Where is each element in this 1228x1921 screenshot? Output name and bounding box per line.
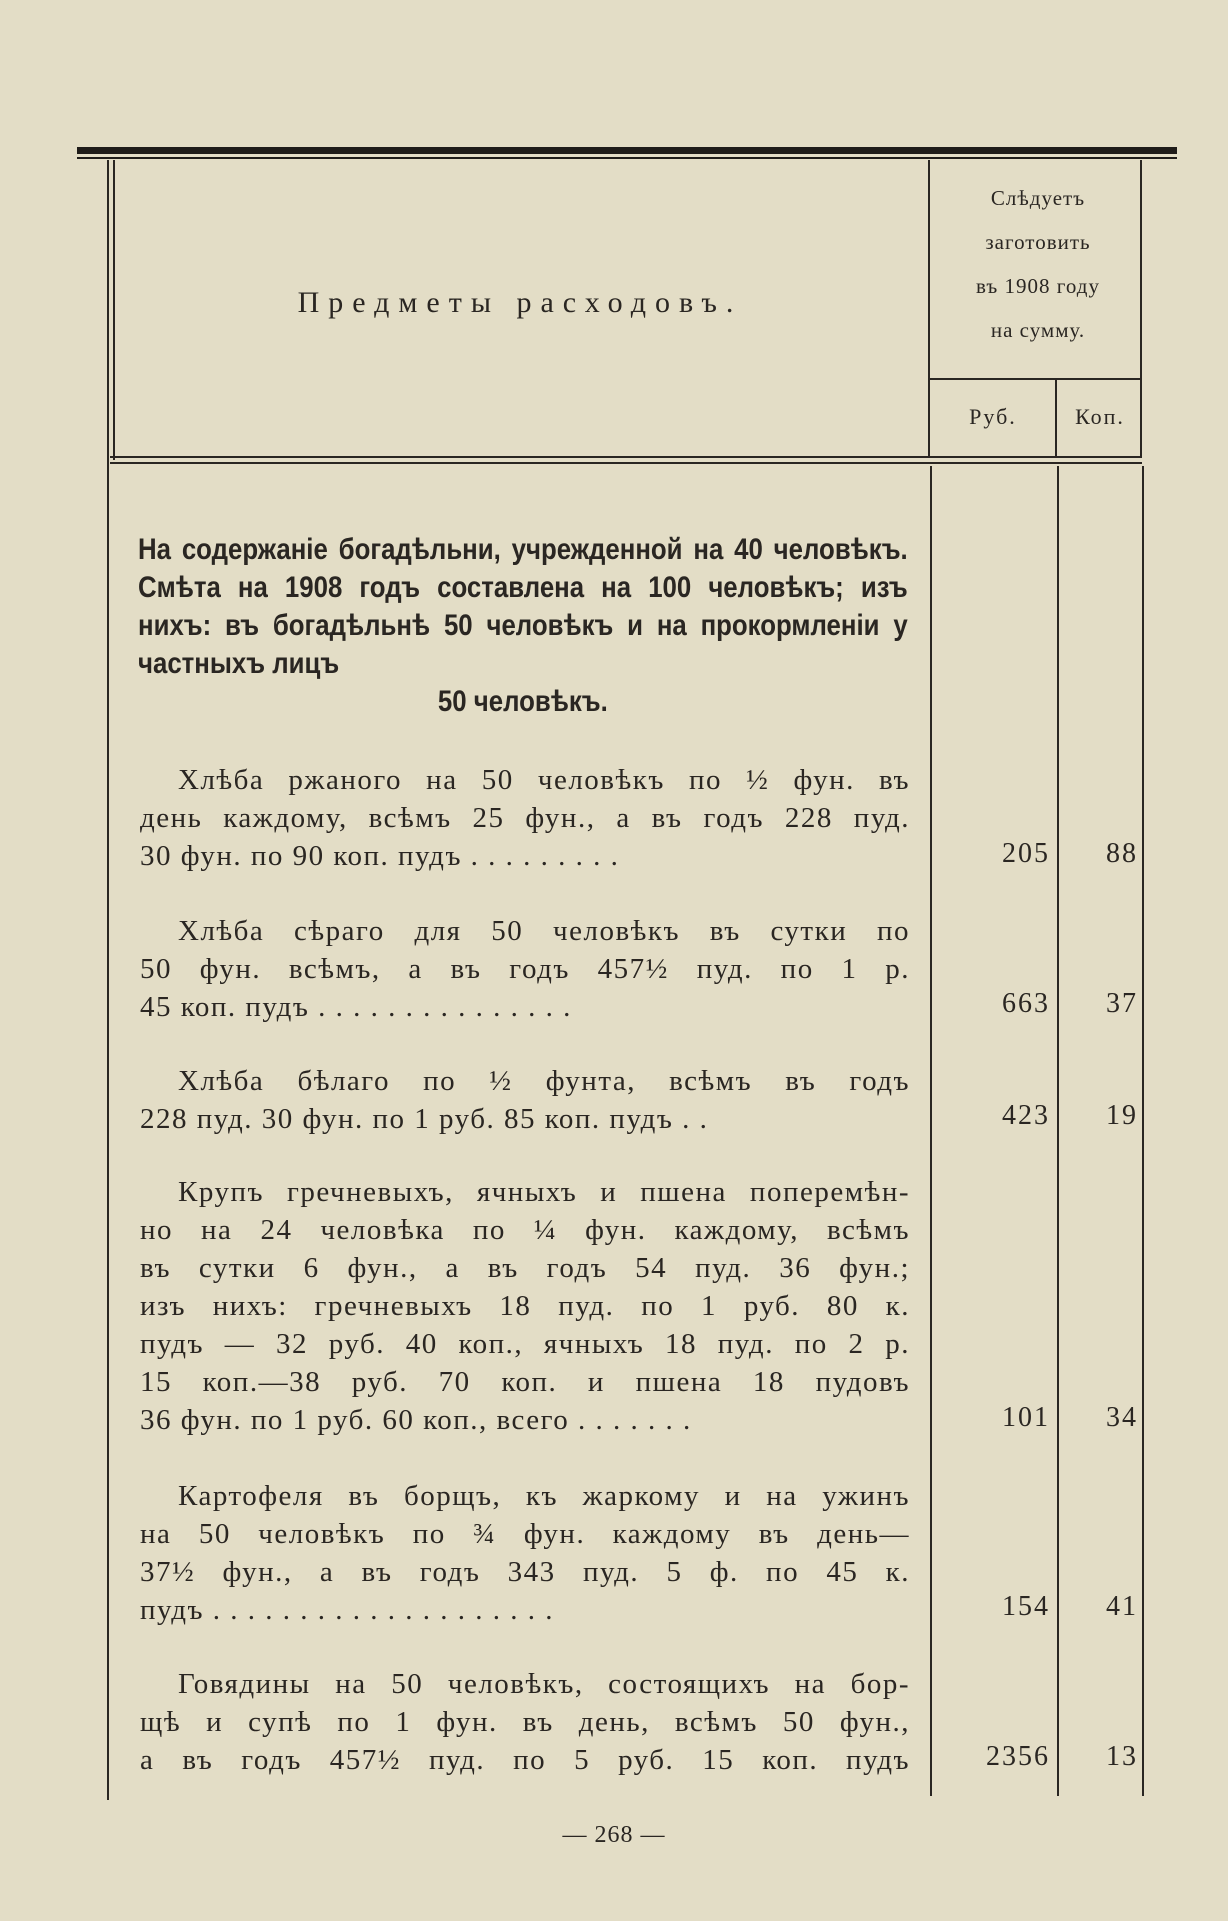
expense-item (140, 1477, 910, 1629)
item-line: Говядины на 50 человѣкъ, состоящихъ на бор- (178, 1668, 910, 1700)
item-line: 228 пуд. 30 фун. по 1 руб. 85 коп. пудъ . . (140, 1103, 709, 1135)
item-line: Хлѣба сѣраго для 50 человѣкъ въ сутки по (178, 915, 910, 947)
item-rub-value: 154 (1002, 1591, 1050, 1622)
section-title-last-line: 50 человѣкъ. (437, 685, 608, 718)
top-rule-thin (77, 157, 1177, 159)
item-line: 15 коп.—38 руб. 70 коп. и пшена 18 пудовъ (140, 1366, 910, 1398)
expense-item (140, 912, 910, 1026)
item-kop-value: 41 (1106, 1591, 1138, 1622)
expense-item (140, 1665, 910, 1779)
top-rule (77, 147, 1177, 154)
item-kop-value: 34 (1106, 1402, 1138, 1433)
item-line: но на 24 человѣка по ¼ фун. каждому, всѣмъ (140, 1214, 910, 1246)
item-rub-value: 101 (1002, 1402, 1050, 1433)
header-bottom-rule (110, 456, 1142, 458)
section-title-text: На содержаніе богадѣльни, учрежденной на 40 человѣкъ. Смѣта на 1908 годъ составлена на 100 человѣкъ; изъ нихъ: въ богадѣльнѣ 50 человѣкъ и на прокормленіи у частныхъ лицъ (138, 533, 908, 680)
amount-header-line: заготовить (985, 230, 1091, 254)
item-line: пудъ . . . . . . . . . . . . . . . . . . . . (140, 1594, 554, 1626)
item-line: 45 коп. пудъ . . . . . . . . . . . . . . . (140, 991, 572, 1023)
table-right-border-lower (1142, 466, 1144, 1796)
rub-column-header: Руб. (969, 404, 1017, 429)
item-kop-value: 37 (1106, 988, 1138, 1019)
item-line: на 50 человѣкъ по ¾ фун. каждому въ день— (140, 1518, 910, 1550)
item-rub-value: 2356 (986, 1741, 1050, 1772)
item-kop-value: 88 (1106, 838, 1138, 869)
item-line: щѣ и супѣ по 1 фун. въ день, всѣмъ 50 фун., (140, 1706, 910, 1738)
item-line: а въ годъ 457½ пуд. по 5 руб. 15 коп. пудъ (140, 1744, 910, 1776)
item-line: Хлѣба бѣлаго по ½ фунта, всѣмъ въ годъ (178, 1065, 910, 1097)
item-line: 50 фун. всѣмъ, а въ годъ 457½ пуд. по 1 р. (140, 953, 910, 985)
amount-column-border-lower (930, 466, 932, 1796)
rub-kop-divider (1055, 378, 1057, 458)
item-line: Картофеля въ борщъ, къ жаркому и на ужинъ (178, 1480, 910, 1512)
item-kop-value: 19 (1106, 1100, 1138, 1131)
rub-kop-divider-lower (1057, 466, 1059, 1796)
amount-subheader-rule (930, 378, 1142, 380)
column-header-items: Предметы расходовъ. (297, 286, 743, 319)
section-title (138, 531, 908, 721)
page-number: — 268 — (562, 1822, 666, 1848)
table-left-border (107, 160, 109, 1800)
kop-column-header: Коп. (1075, 404, 1125, 429)
amount-header-line: въ 1908 году (976, 274, 1100, 298)
amount-header-line: на сумму. (990, 318, 1086, 342)
item-rub-value: 423 (1002, 1100, 1050, 1131)
item-line: Крупъ гречневыхъ, ячныхъ и пшена поперемѣн- (178, 1176, 910, 1208)
item-line: 36 фун. по 1 руб. 60 коп., всего . . . . . . . (140, 1404, 692, 1436)
expense-item (140, 1173, 910, 1439)
item-line: день каждому, всѣмъ 25 фун., а въ годъ 228 пуд. (140, 802, 910, 834)
item-line: изъ нихъ: гречневыхъ 18 пуд. по 1 руб. 80 к. (140, 1290, 910, 1322)
item-line: Хлѣба ржаного на 50 человѣкъ по ½ фун. въ (178, 764, 910, 796)
item-rub-value: 205 (1002, 838, 1050, 869)
expense-item (140, 761, 910, 875)
item-line: въ сутки 6 фун., а въ годъ 54 пуд. 36 фун.; (140, 1252, 910, 1284)
amount-header-line: Слѣдуетъ (990, 186, 1086, 210)
header-bottom-rule-2 (110, 462, 1142, 464)
item-line: 30 фун. по 90 коп. пудъ . . . . . . . . . (140, 840, 620, 872)
column-header-amount (932, 176, 1144, 352)
item-line: пудъ — 32 руб. 40 коп., ячныхъ 18 пуд. по 2 р. (140, 1328, 910, 1360)
item-rub-value: 663 (1002, 988, 1050, 1019)
item-kop-value: 13 (1106, 1741, 1138, 1772)
expense-item (140, 1062, 910, 1138)
item-line: 37½ фун., а въ годъ 343 пуд. 5 ф. по 45 к. (140, 1556, 910, 1588)
